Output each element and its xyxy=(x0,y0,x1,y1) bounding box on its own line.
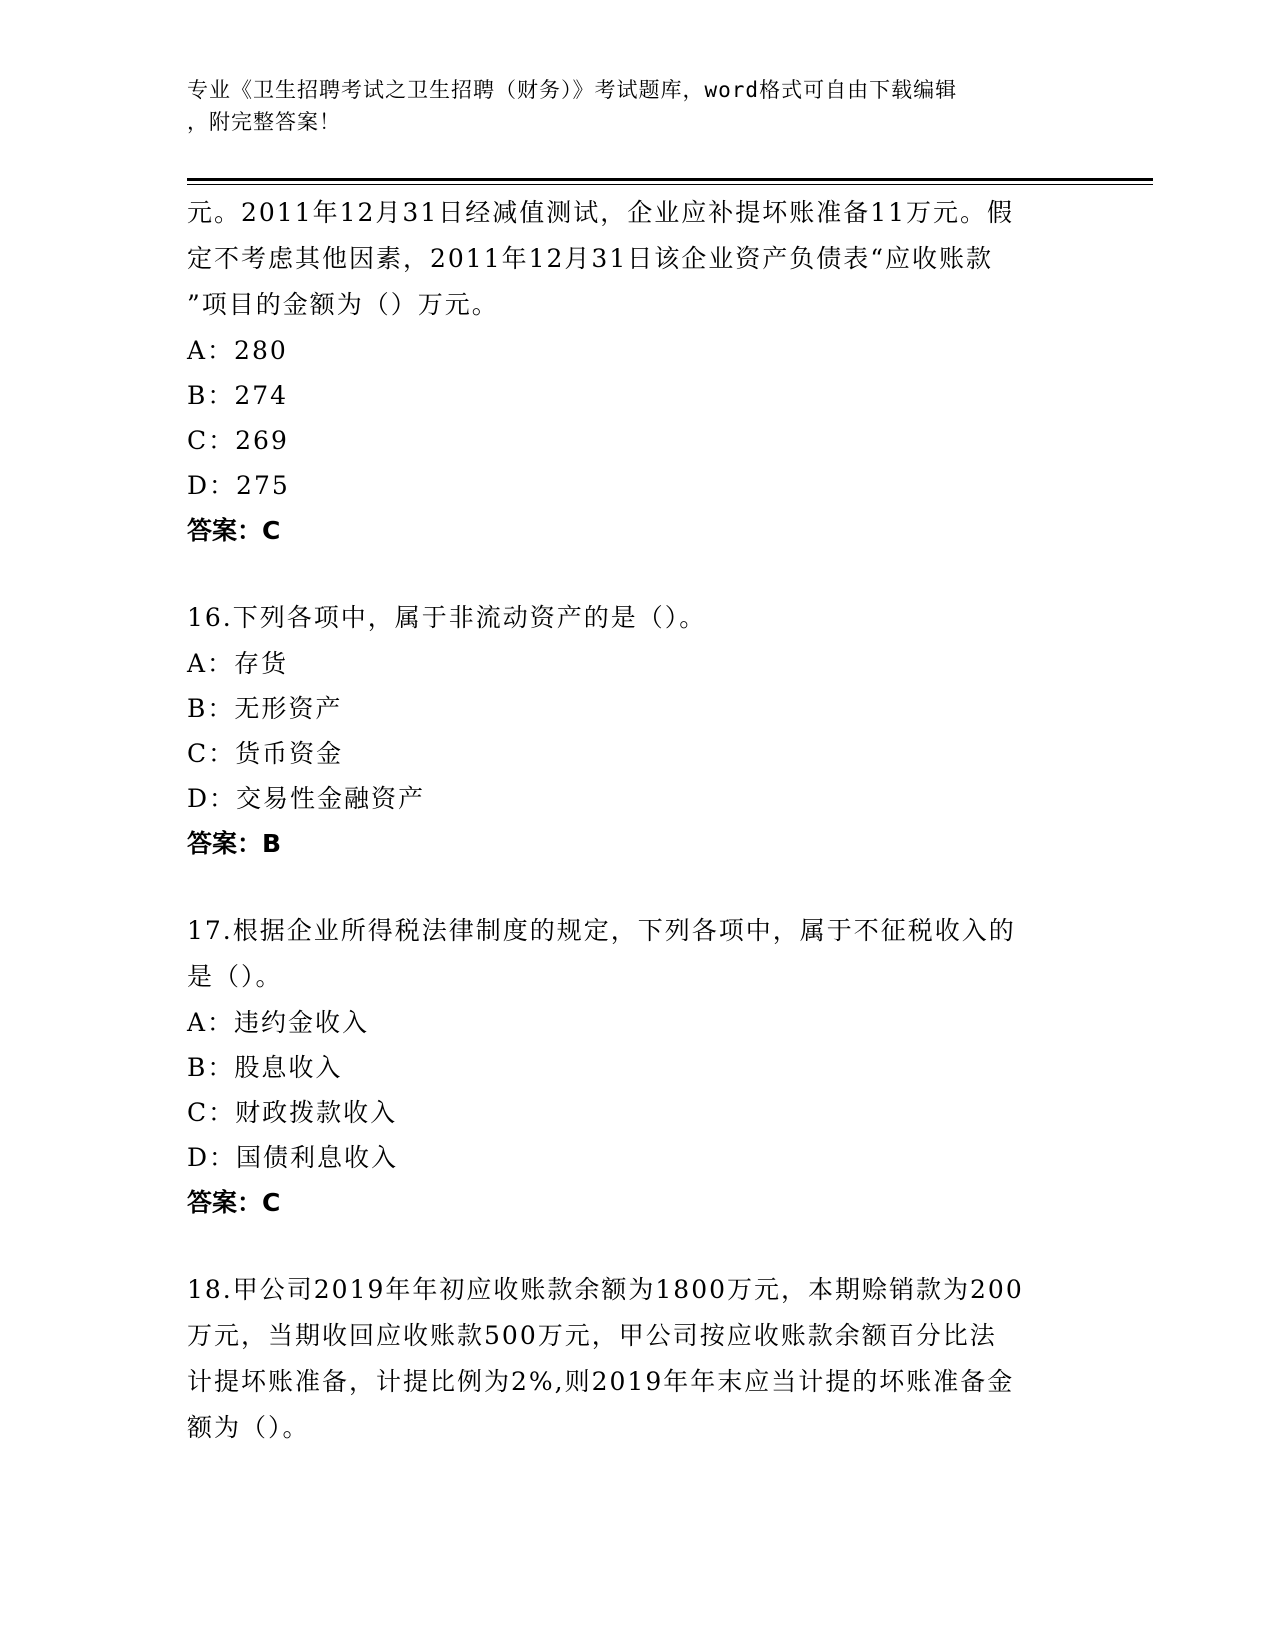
header-rule-thin xyxy=(187,184,1153,185)
question-17-text-1: 17.根据企业所得税法律制度的规定，下列各项中，属于不征税收入的 xyxy=(187,916,1016,945)
question-16-option-d: D：交易性金融资产 xyxy=(187,784,426,813)
header-rule-thick xyxy=(187,178,1153,181)
question-16-option-c: C：货币资金 xyxy=(187,739,344,768)
header-line-1: 专业《卫生招聘考试之卫生招聘（财务）》考试题库，word格式可自由下载编辑 xyxy=(187,78,958,102)
question-17-answer: 答案：C xyxy=(187,1188,281,1217)
question-15-text-1: 元。2011年12月31日经减值测试，企业应补提坏账准备11万元。假 xyxy=(187,198,1015,227)
question-15-text-3: ”项目的金额为（）万元。 xyxy=(187,290,499,319)
question-17 xyxy=(187,908,1087,1225)
question-18-text-4: 额为（）。 xyxy=(187,1413,310,1442)
question-18-text-2: 万元，当期收回应收账款500万元，甲公司按应收账款余额百分比法 xyxy=(187,1321,997,1350)
question-16-text: 16.下列各项中，属于非流动资产的是（）。 xyxy=(187,603,707,632)
header-line-2: ，附完整答案！ xyxy=(187,110,341,134)
question-18 xyxy=(187,1267,1087,1451)
question-15-text-2: 定不考虑其他因素，2011年12月31日该企业资产负债表“应收账款 xyxy=(187,244,994,273)
question-16-option-a: A：存货 xyxy=(187,649,289,678)
question-17-option-d: D：国债利息收入 xyxy=(187,1143,399,1172)
question-15-option-a: A：280 xyxy=(187,336,288,365)
question-15-option-d: D：275 xyxy=(187,471,290,500)
question-16-option-b: B：无形资产 xyxy=(187,694,343,723)
question-content xyxy=(187,190,1087,1451)
question-17-option-c: C：财政拨款收入 xyxy=(187,1098,398,1127)
question-18-text-1: 18.甲公司2019年年初应收账款余额为1800万元，本期赊销款为200 xyxy=(187,1275,1024,1304)
question-17-option-a: A：违约金收入 xyxy=(187,1008,370,1037)
question-16 xyxy=(187,595,1087,866)
question-18-text-3: 计提坏账准备，计提比例为2%,则2019年年末应当计提的坏账准备金 xyxy=(187,1367,1015,1396)
question-17-option-b: B：股息收入 xyxy=(187,1053,343,1082)
question-16-answer: 答案：B xyxy=(187,829,282,858)
question-15-option-c: C：269 xyxy=(187,426,289,455)
question-17-text-2: 是（）。 xyxy=(187,962,283,991)
document-header xyxy=(187,74,1067,138)
question-15-answer: 答案：C xyxy=(187,516,281,545)
question-15-option-b: B：274 xyxy=(187,381,289,410)
question-15 xyxy=(187,190,1087,553)
